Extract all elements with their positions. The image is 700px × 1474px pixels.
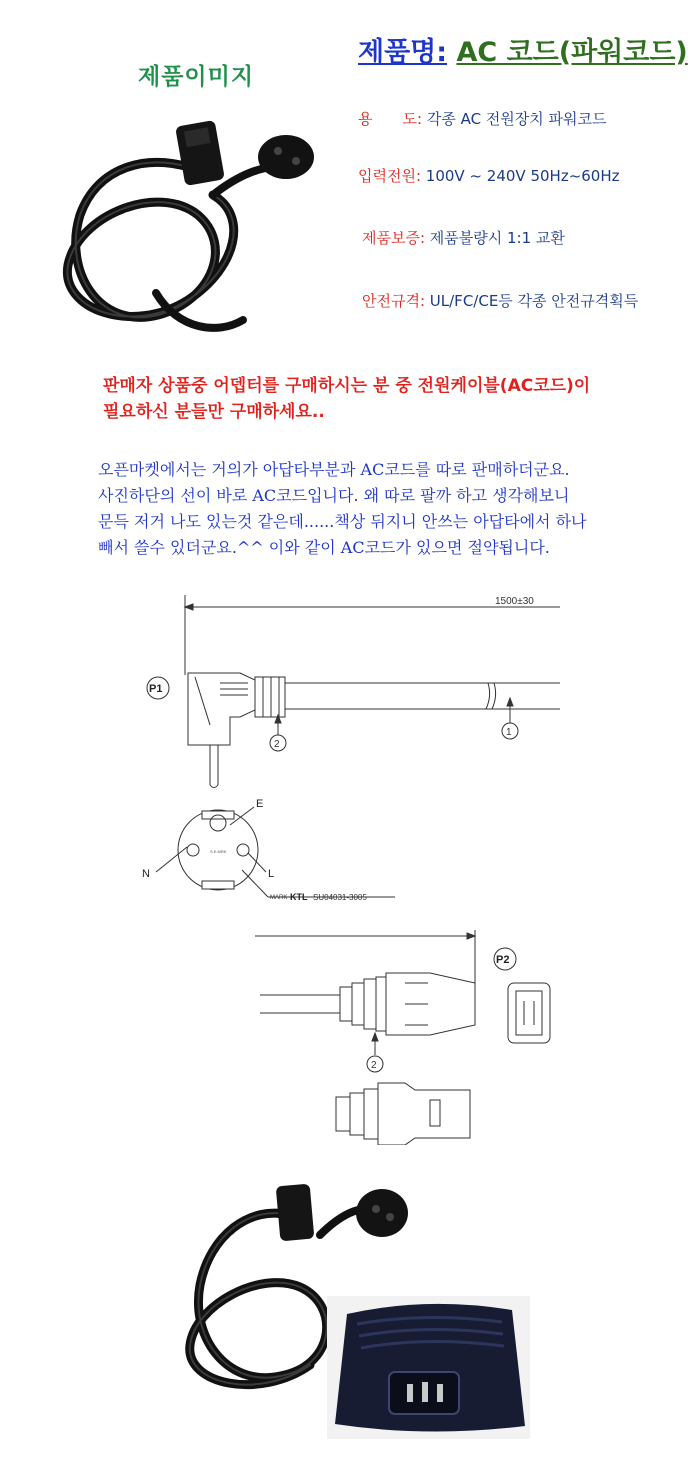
product-title-name: AC 코드(파워코드) bbox=[456, 37, 688, 68]
p1-label: P1 bbox=[149, 683, 163, 695]
description-line: 사진하단의 선이 바로 AC코드입니다. 왜 따로 팔까 하고 생각해보니 bbox=[98, 486, 570, 505]
length-dimension-label: 1500±30 bbox=[495, 596, 534, 607]
callout-2-lower: 2 bbox=[371, 1060, 377, 1071]
notice-line: 필요하신 분들만 구매하세요.. bbox=[103, 402, 325, 422]
description-line: 오픈마켓에서는 거의가 아답타부분과 AC코드를 따로 판매하더군요. bbox=[98, 460, 570, 479]
notice-line: 판매자 상품중 어뎁터를 구매하시는 분 중 전원케이블(AC코드)이 bbox=[103, 376, 591, 396]
mark-brand: KTL bbox=[290, 892, 308, 902]
pin-e-label: E bbox=[256, 798, 264, 810]
callout-1: 1 bbox=[506, 727, 512, 738]
product-description bbox=[98, 457, 678, 561]
svg-text:S.E.MRK: S.E.MRK bbox=[210, 849, 227, 854]
spec-row-input bbox=[358, 165, 620, 186]
p2-label: P2 bbox=[496, 954, 510, 966]
spec-value: UL/FC/CE등 각종 안전규격획득 bbox=[429, 292, 639, 310]
spec-value: 100V ~ 240V 50Hz~60Hz bbox=[425, 167, 620, 185]
pin-n-label: N bbox=[142, 868, 150, 880]
purchase-notice bbox=[103, 373, 663, 425]
description-line: 빼서 쓸수 있더군요.^^ 이와 같이 AC코드가 있으면 절약됩니다. bbox=[98, 538, 550, 557]
technical-drawing bbox=[130, 585, 570, 1145]
spec-row-usage bbox=[358, 108, 607, 129]
spec-value: 제품불량시 1:1 교환 bbox=[429, 229, 565, 247]
spec-row-warranty bbox=[362, 227, 565, 248]
product-title-prefix: 제품명: bbox=[358, 37, 448, 68]
spec-key: 안전규격: bbox=[362, 292, 426, 310]
spec-row-safety bbox=[362, 290, 638, 311]
mark-prefix: MARK bbox=[270, 895, 288, 901]
description-line: 문득 저거 나도 있는것 같은데......책상 뒤지니 안쓰는 아답타에서 하나 bbox=[98, 512, 587, 531]
product-photo-cord bbox=[38, 95, 328, 345]
pin-l-label: L bbox=[268, 868, 275, 880]
spec-key: 용 도: bbox=[358, 110, 423, 128]
mark-code: SU04031-3005 bbox=[313, 893, 367, 902]
adapter-photo bbox=[327, 1296, 530, 1439]
product-image-label: 제품이미지 bbox=[138, 64, 255, 90]
product-title bbox=[358, 30, 688, 69]
callout-2: 2 bbox=[274, 739, 280, 750]
spec-key: 입력전원: bbox=[358, 167, 422, 185]
spec-value: 각종 AC 전원장치 파워코드 bbox=[426, 110, 607, 128]
spec-key: 제품보증: bbox=[362, 229, 426, 247]
